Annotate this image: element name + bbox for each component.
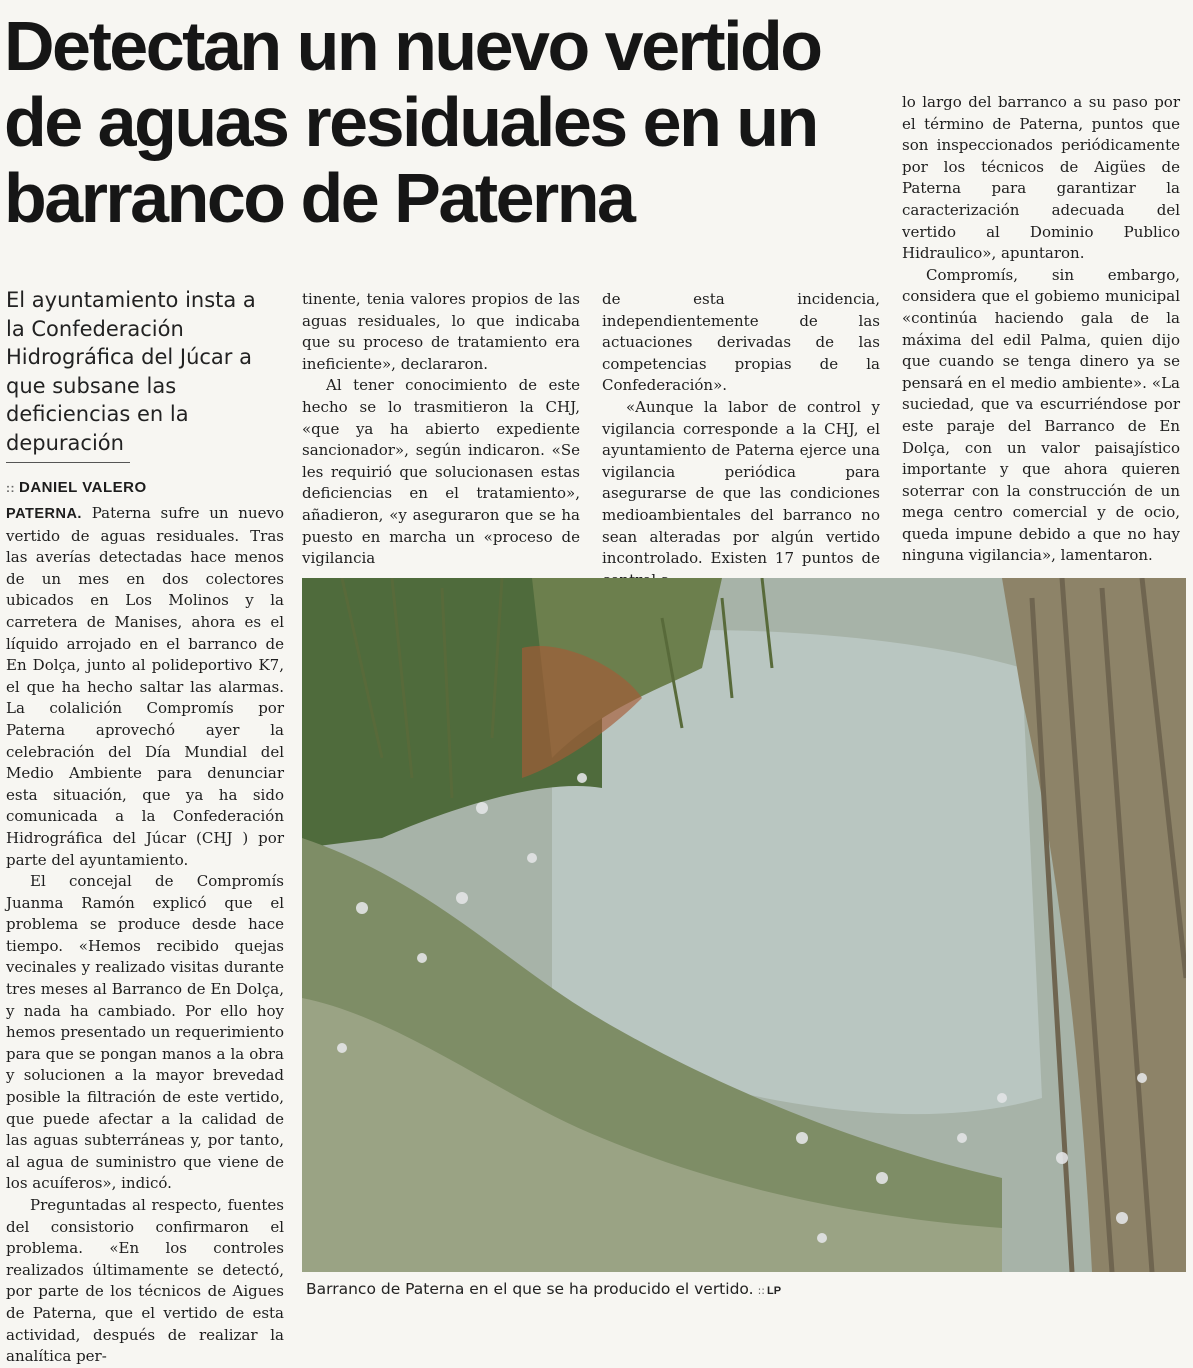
subheadline-divider [6,462,130,463]
dateline: PATERNA. [6,506,82,522]
photo-illustration [302,578,1186,1272]
column-4 [902,92,1180,567]
headline: Detectan un nuevo vertido de aguas residuales en un barranco de Paterna [4,7,821,237]
paragraph-text: Paterna sufre un nuevo vertido de aguas residuales. Tras las averías detectadas hace menos de un mes en dos colectores ubicados en Los Molinos y la carretera de Manises, ahora es el líquido arrojado en el barranco de En Dolça, junto al polideportivo K7, el que ha hecho saltar las alarmas. La colalición Compromís por Paterna aprovechó ayer la celebración del Día Mundial del Medio Ambiente para denunciar esta situación, que ya ha sido comunicada a la Confederación Hidrográfica del Júcar (CHJ ) por parte del ayuntamiento. [6,504,284,869]
byline [6,479,276,496]
paragraph: de esta incidencia, independientemente de las actuaciones derivadas de las competencias propias de la Confederación». [602,290,880,395]
photo-caption [306,1280,1186,1298]
subheadline: El ayuntamiento insta a la Confederación Hidrográfica del Júcar a que subsane las deficiencias en la depuración [6,288,256,455]
paragraph: El concejal de Compromís Juanma Ramón explicó que el problema se produce desde hace tiempo. «Hemos recibido quejas vecinales y realizado visitas durante tres meses al Barranco de En Dolça, y nada ha cambiado. Por ello hoy hemos presentado un requerimiento para que se pongan manos a la obra y solucionen a la mayor brevedad posible la filtración de este vertido, que puede afectar a la calidad de las aguas subterráneas y, por tanto, al agua de suministro que viene de los acuíferos», indicó. [6,872,284,1193]
paragraph: Al tener conocimiento de este hecho se lo trasmitieron la CHJ, «que ya ha abierto expediente sancionador», según indicaron. «Se les requirió que solucionasen estas deficiencias en el tratamiento», añadieron, «y aseguraron que se ha puesto en marcha un «proceso de vigilancia [302,376,580,568]
paragraph [6,503,284,871]
column-2 [302,289,580,570]
caption-marker: :: [757,1284,765,1297]
article-photo [302,578,1186,1272]
paragraph: Compromís, sin embargo, considera que el gobiemo municipal «continúa haciendo gala de la máxima del edil Palma, quien dijo que cuando se tenga dinero ya se pensará en el medio ambiente». «La suciedad, que va escurriéndose por este paraje del Barranco de En Dolça, con un valor paisajístico importante y que ahora quieren soterrar con la construcción de un mega centro comercial y de ocio, queda impune debido a que no hay ninguna vigilancia», lamentaron. [902,265,1180,565]
paragraph: tinente, tenia valores propios de las aguas residuales, lo que indicaba que su proceso de tratamiento era ineficiente», declararon. [302,290,580,373]
column-1 [6,503,284,1368]
column-3 [602,289,880,591]
paragraph: lo largo del barranco a su paso por el término de Paterna, puntos que son inspeccionados periódicamente por los técnicos de Aigües de Paterna para garantizar la caracterización adecuada del vertido al Dominio Publico Hidraulico», apuntaron. [902,93,1180,263]
paragraph: «Aunque la labor de control y vigilancia corresponde a la CHJ, el ayuntamiento de Paterna ejerce una vigilancia periódica para asegurarse de que las condiciones medioambientales del barranco no sean alteradas por algún vertido incontrolado. Existen 17 puntos de [602,397,880,568]
byline-author: DANIEL VALERO [19,479,147,496]
paragraph: Preguntadas al respecto, fuentes del consistorio confirmaron el problema. «En los controles realizados últimamente se detectó, por parte de los técnicos de Aigues de Paterna, que el vertido de esta actividad, después de realizar la analítica per- [6,1196,284,1366]
caption-text: Barranco de Paterna en el que se ha producido el vertido. [306,1280,754,1298]
photo-credit: LP [766,1285,782,1297]
byline-marker: :: [6,481,15,495]
